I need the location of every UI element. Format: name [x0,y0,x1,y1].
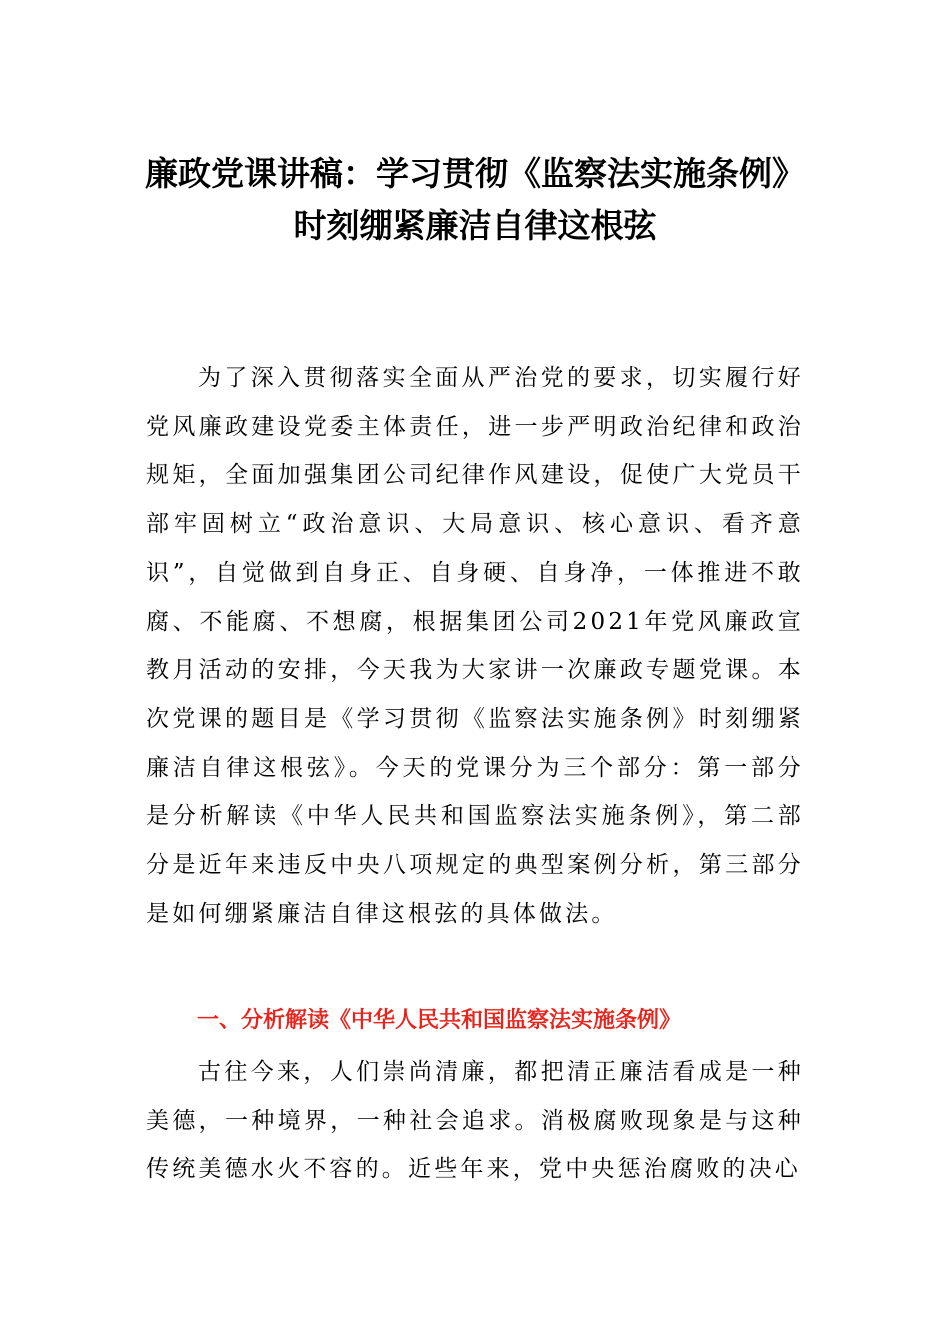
section-heading-1: 一、分析解读《中华人民共和国监察法实施条例》 [197,1008,682,1033]
intro-paragraph: 为了深入贯彻落实全面从严治党的要求，切实履行好党风廉政建设党委主体责任，进一步严明政治纪律和政治规矩，全面加强集团公司纪律作风建设，促使广大党员干部牢固树立“政治意识、大局意识、核心意识、看齐意识”，自觉做到自身正、自身硬、自身净，一体推进不敢腐、不能腐、不想腐，根据集团公司2021年党风廉政宣教月活动的安排，今天我为大家讲一次廉政专题党课。本次党课的题目是《学习贯彻《监察法实施条例》时刻绷紧廉洁自律这根弦》。今天的党课分为三个部分：第一部分是分析解读《中华人民共和国监察法实施条例》，第二部分是近年来违反中央八项规定的典型案例分析，第三部分是如何绷紧廉洁自律这根弦的具体做法。 [146,365,804,927]
section-1-paragraph: 古往今来，人们崇尚清廉，都把清正廉洁看成是一种美德，一种境界，一种社会追求。消极腐败现象是与这种传统美德水火不容的。近些年来，党中央惩治腐败的决心 [146,1059,804,1183]
document-title: 廉政党课讲稿：学习贯彻《监察法实施条例》时刻绷紧廉洁自律这根弦 [145,154,805,245]
